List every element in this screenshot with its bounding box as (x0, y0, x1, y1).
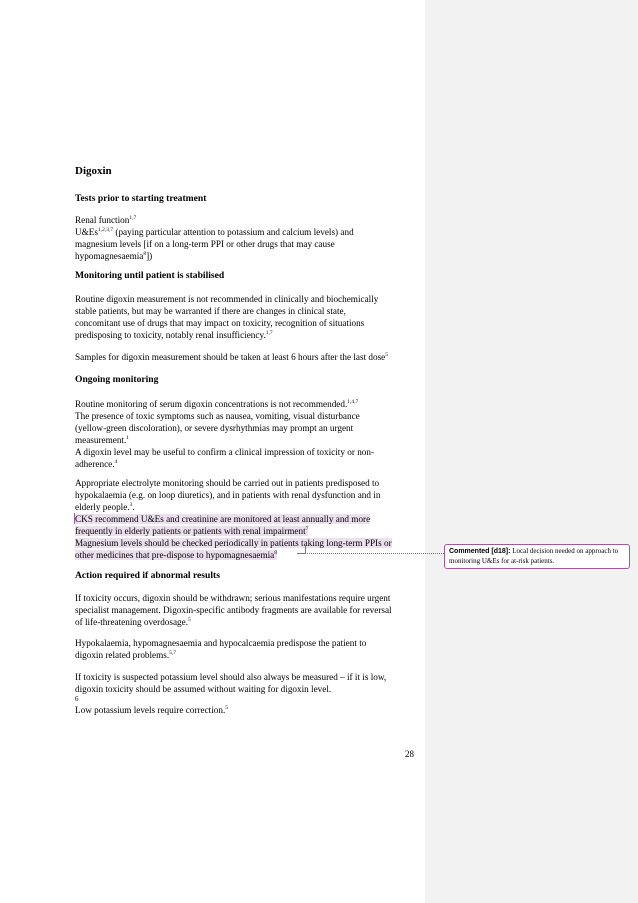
footnote-marker: 6 (75, 695, 79, 703)
paragraph-line: hypokalaemia (e.g. on loop diuretics), and in patients with renal dysfunction and in (75, 490, 381, 500)
paragraph-line: of life-threatening overdosage.$^5$ (75, 617, 191, 627)
paragraph-line: measurement.$^1$ (75, 435, 130, 445)
paragraph-line: magnesium levels [if on a long-term PPI or other drugs that may cause (75, 239, 335, 249)
commented-text-line[interactable]: frequently in elderly patients or patients with renal impairment$^7$ (75, 526, 309, 536)
paragraph-line: U&Es$^{1,2,3,7}$ (paying particular attention to potassium and calcium levels) and (75, 227, 354, 237)
comment-text-line: Commented [d18]: Local decision needed on approach to (449, 547, 619, 555)
paragraph-line: Appropriate electrolyte monitoring should be carried out in patients predisposed to (75, 478, 380, 488)
commented-text-line[interactable]: Magnesium levels should be checked periodically in patients taking long-term PPIs or (75, 538, 392, 548)
paragraph-line: digoxin related problems.$^{5,7}$ (75, 650, 177, 660)
section-heading-monitoring-until-stabilised: Monitoring until patient is stabilised (75, 270, 225, 281)
paragraph-line: Low potassium levels require correction.$^5$ (75, 705, 229, 715)
commented-text-line[interactable]: other medicines that pre-dispose to hypomagnesaemia$^8$ (75, 550, 278, 560)
page-title: Digoxin (75, 165, 112, 177)
comment-text-line: monitoring U&Es for at-risk patients. (449, 556, 555, 565)
paragraph-line: A digoxin level may be useful to confirm a clinical impression of toxicity or non- (75, 447, 375, 457)
paragraph-line: Samples for digoxin measurement should be taken at least 6 hours after the last dose$^5$ (75, 352, 389, 362)
section-heading-tests-prior: Tests prior to starting treatment (75, 193, 207, 204)
paragraph-line: Routine monitoring of serum digoxin concentrations is not recommended.$^{1,4,7}$ (75, 399, 359, 409)
paragraph-line: digoxin toxicity should be assumed without waiting for digoxin level. (75, 684, 332, 694)
page-number: 28 (405, 749, 414, 759)
comment-margin-pane (425, 0, 638, 903)
comment-balloon[interactable] (444, 544, 630, 569)
paragraph-line: hypomagnesaemia$^8$]) (75, 251, 153, 261)
paragraph-line: elderly people.$^3$. (75, 502, 135, 512)
section-heading-action-required: Action required if abnormal results (75, 570, 220, 581)
paragraph-line: specialist management. Digoxin-specific antibody fragments are available for reversal (75, 605, 392, 615)
comment-connector-line (305, 553, 444, 554)
comment-author: Commented [d18]: (449, 548, 511, 555)
paragraph-line: Hypokalaemia, hypomagnesaemia and hypocalcaemia predispose the patient to (75, 638, 367, 648)
paragraph-line: adherence.$^4$ (75, 459, 118, 469)
paragraph-line: The presence of toxic symptoms such as nausea, vomiting, visual disturbance (75, 411, 360, 421)
paragraph-line: If toxicity is suspected potassium level should also always be measured – if it is low, (75, 672, 387, 682)
commented-text-line[interactable]: CKS recommend U&Es and creatinine are monitored at least annually and more (75, 514, 371, 524)
section-heading-ongoing-monitoring: Ongoing monitoring (75, 374, 159, 385)
paragraph-line: Renal function$^{1,7}$ (75, 215, 137, 225)
paragraph-line: concomitant use of drugs that may impact on toxicity, recognition of situations (75, 318, 365, 328)
paragraph-line: predisposing to toxicity, notably renal insufficiency.$^{1,7}$ (75, 330, 273, 340)
paragraph-line: stable patients, but may be warranted if there are changes in clinical state, (75, 306, 346, 316)
paragraph-line: If toxicity occurs, digoxin should be withdrawn; serious manifestations require urgent (75, 593, 391, 603)
paragraph-line: Routine digoxin measurement is not recommended in clinically and biochemically (75, 294, 379, 304)
paragraph-line: (yellow-green discoloration), or severe dysrhythmias may prompt an urgent (75, 423, 354, 433)
